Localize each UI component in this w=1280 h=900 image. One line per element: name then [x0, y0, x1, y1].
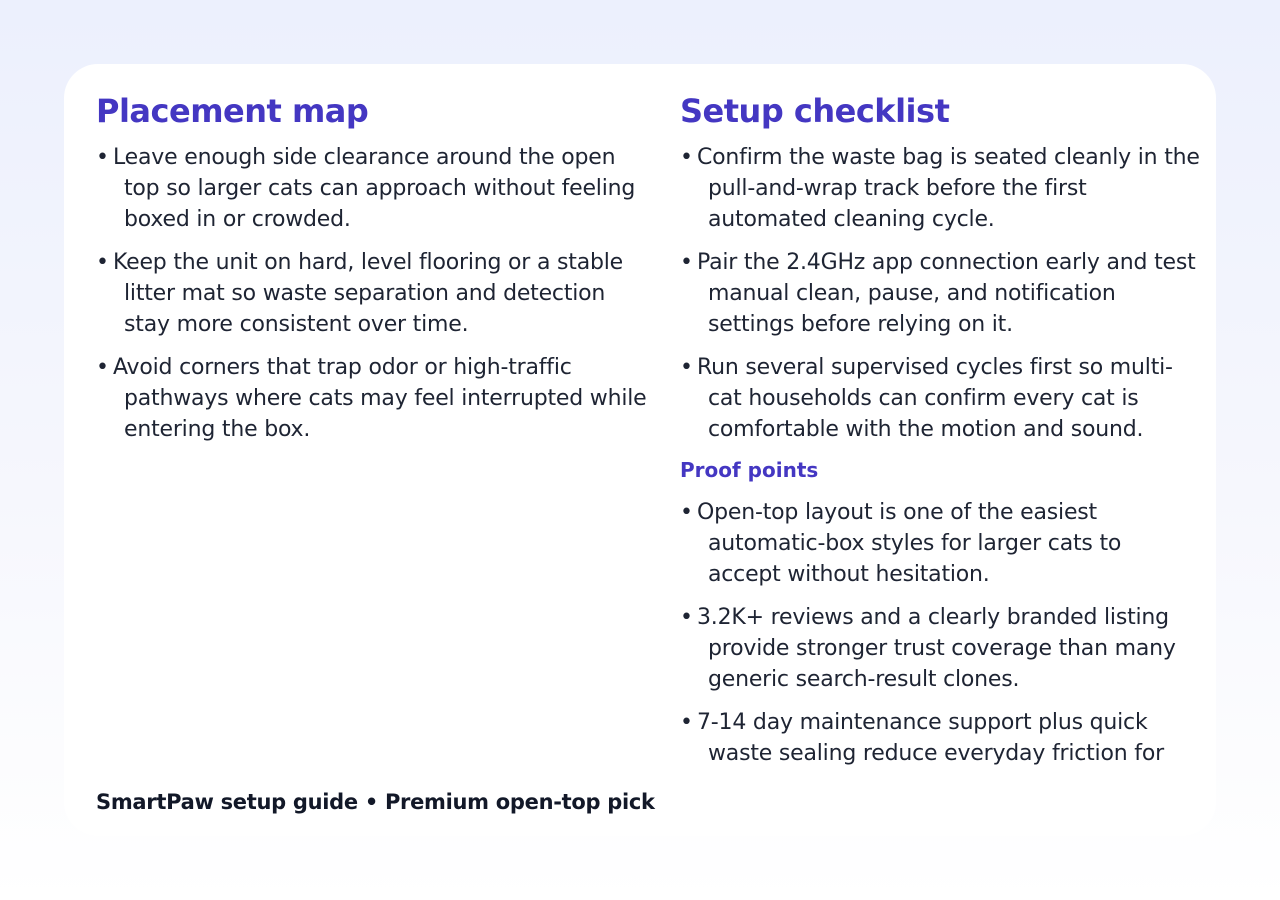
- placement-list: [96, 142, 648, 445]
- proof-list: [680, 497, 1200, 769]
- footer-caption: SmartPaw setup guide • Premium open-top pick: [96, 790, 655, 814]
- list-item: • Leave enough side clearance around the open top so larger cats can approach without feeling boxed in or crowded.: [96, 142, 648, 235]
- list-item: • 7-14 day maintenance support plus quick waste sealing reduce everyday friction for: [680, 707, 1200, 769]
- list-item: • Open-top layout is one of the easiest automatic-box styles for larger cats to accept without hesitation.: [680, 497, 1200, 590]
- list-item: • 3.2K+ reviews and a clearly branded listing provide stronger trust coverage than many generic search-result clones.: [680, 602, 1200, 695]
- proof-title: Proof points: [680, 458, 819, 483]
- list-item: • Confirm the waste bag is seated cleanly in the pull-and-wrap track before the first automated cleaning cycle.: [680, 142, 1200, 235]
- list-item: • Avoid corners that trap odor or high-traffic pathways where cats may feel interrupted while entering the box.: [96, 352, 648, 445]
- guide-card: [64, 64, 1216, 836]
- list-item: • Keep the unit on hard, level flooring or a stable litter mat so waste separation and detection stay more consistent over time.: [96, 247, 648, 340]
- list-item: • Pair the 2.4GHz app connection early and test manual clean, pause, and notification settings before relying on it.: [680, 247, 1200, 340]
- placement-section: [96, 92, 648, 457]
- placement-title: Placement map: [96, 92, 369, 130]
- setup-title: Setup checklist: [680, 92, 950, 130]
- setup-section: [680, 92, 1200, 772]
- list-item: • Run several supervised cycles first so multi-cat households can confirm every cat is comfortable with the motion and sound.: [680, 352, 1200, 445]
- setup-list: [680, 142, 1200, 445]
